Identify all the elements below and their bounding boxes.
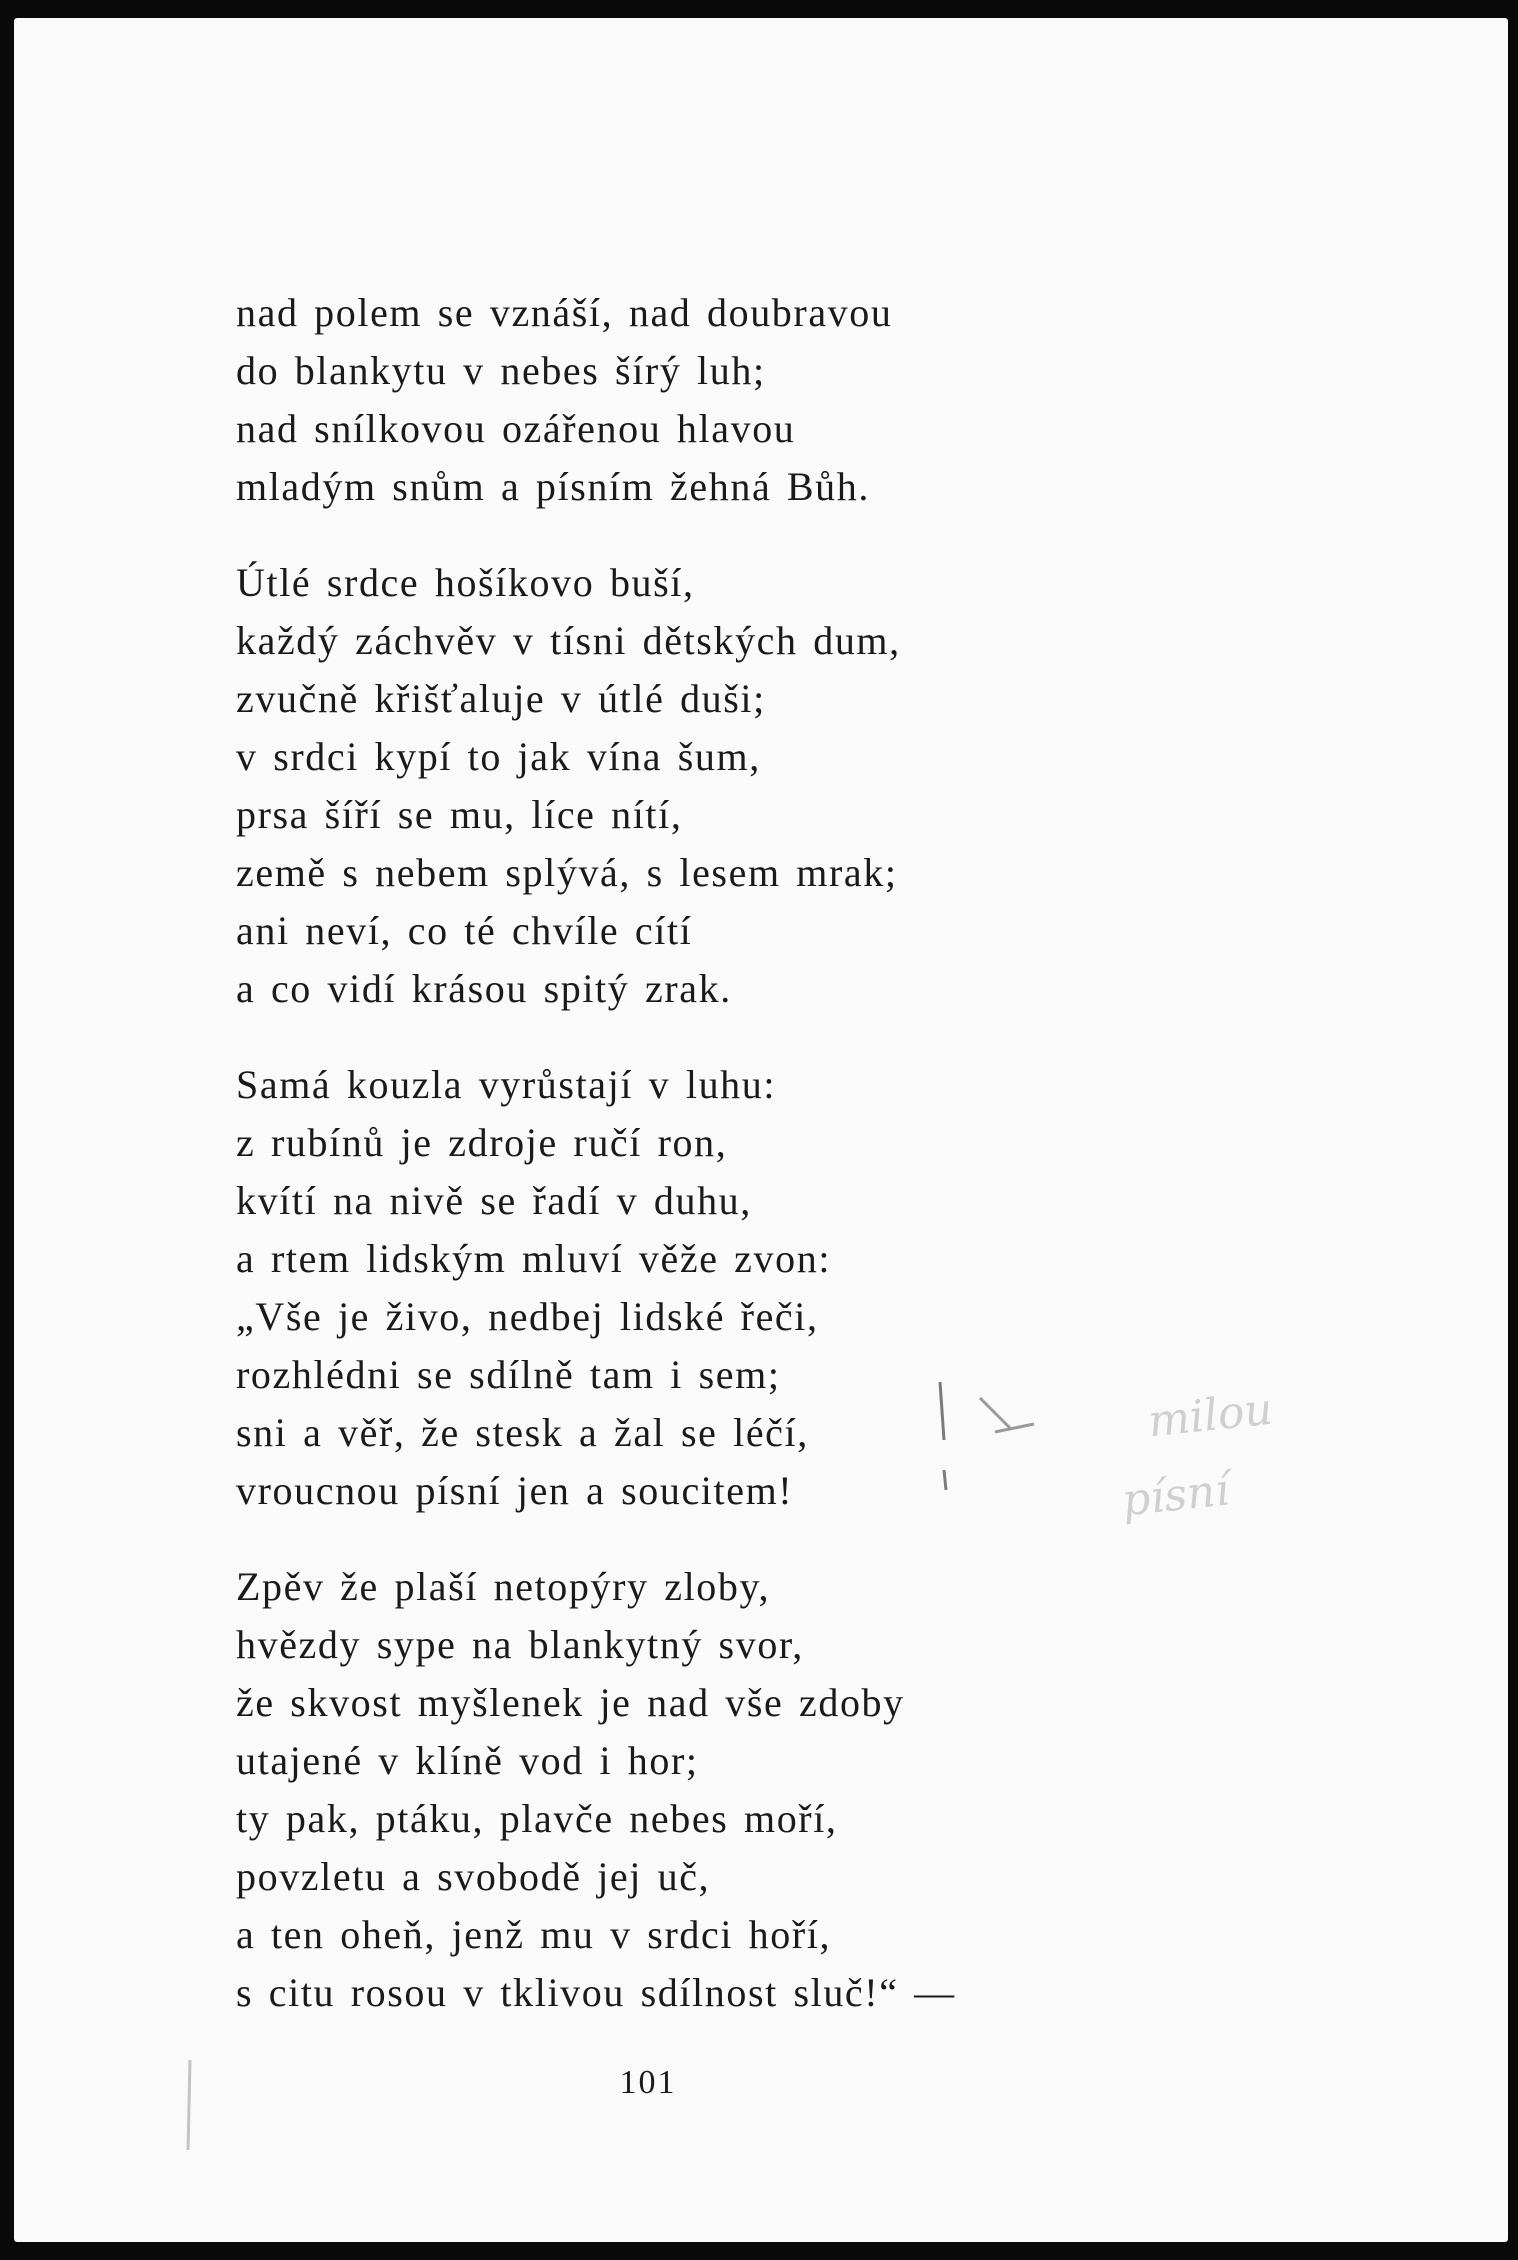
- poem-line: Zpěv že plaší netopýry zloby,: [236, 1564, 771, 1609]
- poem-line: prsa šíří se mu, líce nítí,: [236, 792, 683, 837]
- poem-line: ty pak, ptáku, plavče nebes moří,: [236, 1796, 838, 1841]
- poem-line: z rubínů je zdroje ručí ron,: [236, 1120, 728, 1165]
- poem-line: mladým snům a písním žehná Bůh.: [236, 464, 870, 509]
- poem-line: každý záchvěv v tísni dětských dum,: [236, 618, 901, 663]
- page-number: 101: [619, 2064, 677, 2101]
- poem-line: země s nebem splývá, s lesem mrak;: [236, 850, 898, 895]
- stanza-1: [236, 284, 1116, 516]
- poem-line: vroucnou písní jen a soucitem!: [236, 1468, 794, 1513]
- poem-line: ani neví, co té chvíle cítí: [236, 908, 693, 953]
- scan-left-border: [0, 0, 14, 2260]
- poem-line: kvítí na nivě se řadí v duhu,: [236, 1178, 752, 1223]
- poem-line: „Vše je živo, nedbej lidské řeči,: [236, 1294, 819, 1339]
- stanza-2: [236, 554, 1116, 1018]
- poem-line: a co vidí krásou spitý zrak.: [236, 966, 732, 1011]
- margin-note-1: milou: [1145, 1383, 1276, 1448]
- poem-line: nad snílkovou ozářenou hlavou: [236, 406, 796, 451]
- poem-line: a rtem lidským mluví věže zvon:: [236, 1236, 832, 1281]
- margin-note-2: písní: [1119, 1464, 1232, 1527]
- stanza-4: [236, 1558, 1116, 2022]
- poem-text: [236, 284, 1116, 2060]
- poem-line: že skvost myšlenek je nad vše zdoby: [236, 1680, 905, 1725]
- poem-line: Útlé srdce hošíkovo buší,: [236, 560, 695, 605]
- poem-line: rozhlédni se sdílně tam i sem;: [236, 1352, 781, 1397]
- poem-line: do blankytu v nebes šírý luh;: [236, 348, 766, 393]
- poem-line: v srdci kypí to jak vína šum,: [236, 734, 761, 779]
- poem-line: sni a věř, že stesk a žal se léčí,: [236, 1410, 809, 1455]
- poem-line: s citu rosou v tklivou sdílnost sluč!“ —: [236, 1970, 956, 2015]
- stanza-3: [236, 1056, 1116, 1520]
- poem-line: hvězdy sype na blankytný svor,: [236, 1622, 804, 1667]
- poem-line: utajené v klíně vod i hor;: [236, 1738, 699, 1783]
- poem-line: Samá kouzla vyrůstají v luhu:: [236, 1062, 777, 1107]
- poem-line: povzletu a svobodě jej uč,: [236, 1854, 711, 1899]
- poem-line: a ten oheň, jenž mu v srdci hoří,: [236, 1912, 832, 1957]
- poem-line: nad polem se vznáší, nad doubravou: [236, 290, 893, 335]
- poem-line: zvučně křišťaluje v útlé duši;: [236, 676, 766, 721]
